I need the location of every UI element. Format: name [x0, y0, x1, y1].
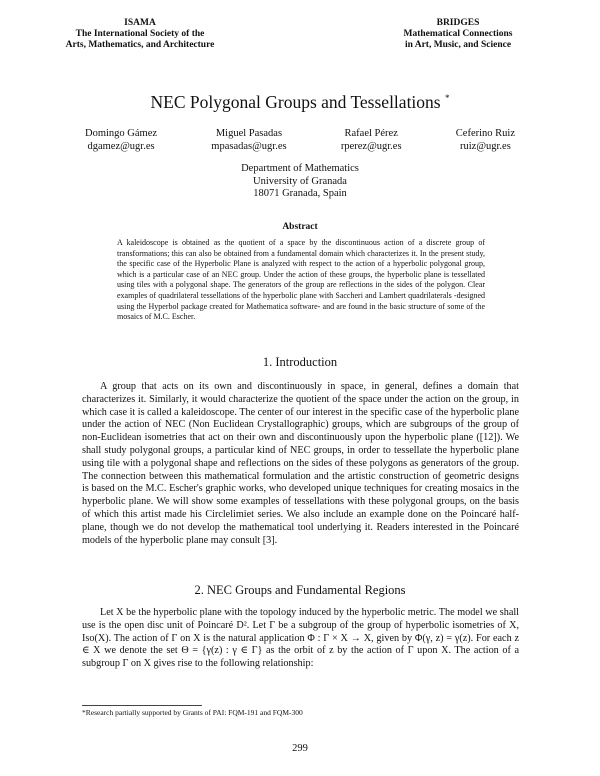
section-1-text: A group that acts on its own and discontinuously in space, in general, defines a domain that characterizes it. Similarly, it would characterize the quotient of the space under the action on the group, in which case it is called a kaleidoscope. The center of our interest in the specific case of the hyperbolic plane under the action of NEC (Non Euclidean Crystallographic) groups, which are subgroups of the group of non-Euclidean isometries that act on their own and discontinuously upon the hyperbolic plane ([12]). We shall study polygonal groups, a particular kind of NEC groups, in order to tessellate the hyperbolic plane using tile with a polygonal shape and reflections on the sides of these polygons as generators of the group. The connection between this mathematical formulation and the artistic construction of geometric designs is based on the M.C. Escher's graphic works, who developed unique techniques for creating mosaics in the hyperbolic plane. We will show some examples of tessellations with these polygonal groups, on the basis of which this artist made his Circlelimiet series. We also include an example done on the Poincaré half-plane, though we do not develop the mathematical tool underlying it. Readers interested in the Poincaré models of the hyperbolic plane may consult [3]. [82, 381, 519, 546]
footnote: *Research partially supported by Grants of PAI: FQM-191 and FQM-300 [82, 708, 303, 717]
header-right-line: BRIDGES [436, 18, 480, 28]
section-2-paragraph [82, 607, 519, 671]
author-name: Rafael Pérez [344, 128, 398, 139]
author-email: dgamez@ugr.es [87, 140, 155, 152]
author-name: Domingo Gámez [85, 128, 158, 139]
header-right-line: in Art, Music, and Science [404, 40, 512, 50]
header-left-line: Arts, Mathematics, and Architecture [65, 40, 215, 50]
author-name: Ceferino Ruiz [455, 128, 515, 139]
abstract-text: A kaleidoscope is obtained as the quotient of a space by the discontinuous action of a discrete group of transformations; this can also be obtained from a fundamental domain which characterizes it. In the present study, the specific case of the Hyperbolic Plane is analyzed with respect to the action of a hyperbolic polygonal group, which is a particular case of an NEC group. Under the action of these groups, the hyperbolic plane is tessellated using tiles with a polygonal shape. The generators of the group are reflections in the sides of the polygon. Clear examples of quadrilateral tessellations of the hyperbolic plane with Saccheri and Lambert quadrilaterals -designed using the Hyperbol package created for Mathematica software- and are found in the basic structure of some of the mosaics of M.C. Escher. [117, 238, 485, 322]
author-list [85, 128, 515, 153]
affiliation-line: Department of Mathematics [241, 163, 359, 174]
affiliation-line: University of Granada [253, 175, 347, 187]
title-footnote-mark: * [444, 93, 450, 104]
header-right [378, 18, 538, 51]
abstract-heading: Abstract [282, 222, 318, 232]
section-1-heading: 1. Introduction [262, 355, 338, 369]
author-block [85, 128, 157, 153]
section-1-paragraph [82, 381, 519, 547]
footnote-rule [82, 705, 202, 706]
author-email: mpasadas@ugr.es [211, 140, 287, 152]
header-right-line: Mathematical Connections [403, 29, 513, 39]
paper-title [0, 92, 600, 113]
section-2-heading: 2. NEC Groups and Fundamental Regions [194, 583, 406, 597]
header-left-line: ISAMA [124, 18, 156, 28]
author-block [211, 128, 286, 153]
paper-title-text: NEC Polygonal Groups and Tessellations [150, 92, 441, 112]
author-block [341, 128, 402, 153]
author-email: ruiz@ugr.es [460, 140, 511, 152]
affiliation [0, 163, 600, 201]
header-left [60, 18, 220, 51]
header-left-line: The International Society of the [75, 29, 205, 39]
affiliation-line: 18071 Granada, Spain [253, 188, 347, 199]
author-email: rperez@ugr.es [340, 140, 402, 152]
page-number: 299 [292, 743, 308, 754]
author-name: Miguel Pasadas [215, 128, 283, 139]
author-block [456, 128, 515, 153]
section-2-text: Let X be the hyperbolic plane with the topology induced by the hyperbolic metric. The model we shall use is the open disc unit of Poincaré D². Let Γ be a subgroup of the group of hyperbolic isometries of X, Iso(X). The action of Γ on X is the natural application Φ : Γ × X → X, given by Φ(γ, z) = γ(z). For each z ∈ X we denote the set Θ = {γ(z) : γ ∈ Γ} as the orbit of z by the action of Γ upon X. The action of a subgroup Γ on X gives rise to the following relationship: [82, 607, 519, 670]
